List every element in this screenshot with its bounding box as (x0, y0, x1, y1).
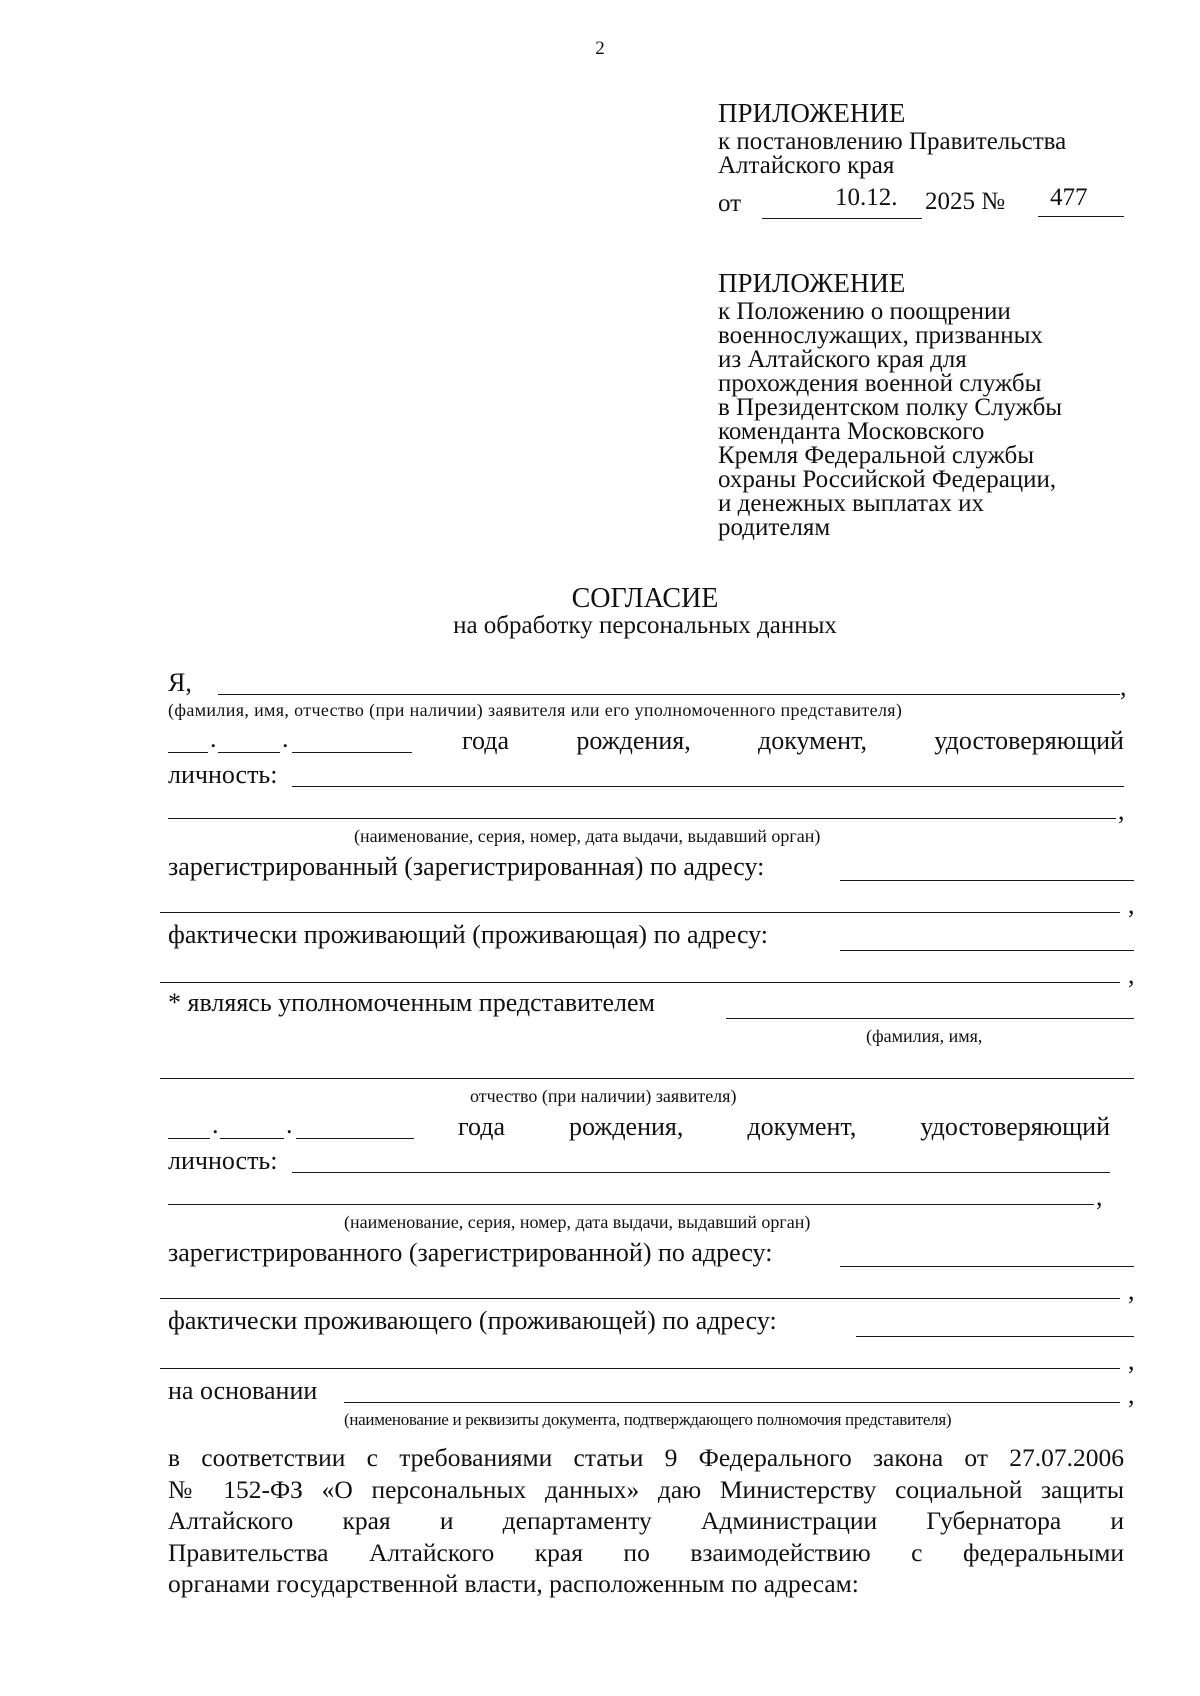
rep-birth-year-field[interactable] (296, 1138, 414, 1139)
paragraph-line: органами государственной власти, расположенным по адресам: (168, 1569, 859, 1598)
appendix-line: Алтайского края (718, 152, 895, 179)
birth-day-field[interactable] (168, 752, 208, 753)
document-subtitle: на обработку персональных данных (453, 612, 837, 639)
word: года (462, 726, 510, 755)
caption-doc: (наименование, серия, номер, дата выдачи, выдавший орган) (344, 1212, 811, 1232)
comma: , (1118, 796, 1125, 825)
word: документ, (747, 1112, 857, 1141)
paragraph-line: № 152-ФЗ «О персональных данных» даю Министерству социальной защиты (168, 1474, 1124, 1504)
registered-address-field[interactable] (840, 880, 1134, 881)
lichnost-label: личность: (168, 1146, 278, 1175)
word: рождения, (569, 1112, 684, 1141)
word: удостоверяющий (934, 726, 1124, 755)
paragraph-line: в соответствии с требованиями статьи 9 Федерального закона от 27.07.2006 (168, 1443, 1124, 1472)
fio-field[interactable] (218, 694, 1120, 695)
appendix-line: прохождения военной службы (718, 370, 1042, 397)
comma: , (1128, 960, 1135, 989)
actual-address-field-2[interactable] (160, 982, 1120, 983)
basis-document-field[interactable] (344, 1402, 1120, 1403)
rep-registered-address-field[interactable] (840, 1266, 1134, 1267)
comma: , (1096, 1182, 1103, 1211)
dot: . (212, 1110, 219, 1139)
date-underline (762, 218, 922, 219)
rep-registered-address-field-2[interactable] (160, 1298, 1120, 1299)
representative-label: * являясь уполномоченным представителем (168, 988, 655, 1017)
decree-number: 477 (1050, 184, 1088, 211)
comma: , (1128, 890, 1135, 919)
appendix-line: коменданта Московского (718, 418, 985, 445)
caption-fi: (фамилия, имя, (866, 1026, 983, 1046)
actual2-label: фактически проживающего (проживающей) по адресу: (168, 1306, 777, 1335)
appendix-title: ПРИЛОЖЕНИЕ (718, 268, 906, 298)
comma: , (1128, 1380, 1135, 1409)
decree-date: 10.12. (835, 184, 898, 211)
date-prefix: от (718, 190, 742, 217)
registered2-label: зарегистрированного (зарегистрированной) по адресу: (168, 1238, 773, 1267)
representative-fio-field[interactable] (726, 1018, 1134, 1019)
actual-label: фактически проживающий (проживающая) по адресу: (168, 920, 769, 949)
word: удостоверяющий (920, 1112, 1110, 1141)
representative-fio-field-2[interactable] (160, 1078, 1134, 1079)
caption-basis: (наименование и реквизиты документа, подтверждающего полномочия представителя) (344, 1410, 952, 1429)
appendix-line: военнослужащих, призванных (718, 322, 1043, 349)
appendix-line: охраны Российской Федерации, (718, 466, 1057, 493)
number-underline (1038, 216, 1124, 217)
appendix-line: из Алтайского края для (718, 346, 967, 373)
appendix-line: к постановлению Правительства (718, 128, 1067, 155)
rep-actual-address-field-2[interactable] (160, 1368, 1120, 1369)
word: рождения, (576, 726, 691, 755)
registered-label: зарегистрированный (зарегистрированная) по адресу: (168, 852, 765, 881)
paragraph-line: Правительства Алтайского края по взаимодействию с федеральными (168, 1537, 1124, 1567)
rep-identity-doc-field[interactable] (292, 1172, 1110, 1173)
comma: , (1128, 1276, 1135, 1305)
ya-label: Я, (168, 668, 192, 697)
appendix-line: родителям (718, 514, 831, 541)
appendix-line: и денежных выплатах их (718, 490, 984, 517)
rep-birth-month-field[interactable] (220, 1138, 284, 1139)
appendix-header-2 (718, 268, 1062, 540)
year-number-label: 2025 № (925, 188, 1006, 215)
comma: , (1128, 1346, 1135, 1375)
identity-doc-field[interactable] (292, 786, 1124, 787)
registered-address-field-2[interactable] (160, 912, 1120, 913)
word: документ, (758, 726, 867, 755)
birth-year-field[interactable] (292, 752, 412, 753)
comma: , (1120, 672, 1127, 701)
dot: . (286, 1110, 293, 1139)
rep-identity-doc-field-2[interactable] (168, 1204, 1094, 1205)
rep-actual-address-field[interactable] (856, 1336, 1134, 1337)
rep-birth-doc-text (458, 1112, 1110, 1142)
caption-otch: отчество (при наличии) заявителя) (470, 1086, 737, 1106)
caption-doc: (наименование, серия, номер, дата выдачи, выдавший орган) (354, 826, 821, 846)
document-title: СОГЛАСИЕ (571, 583, 719, 614)
birth-month-field[interactable] (218, 752, 280, 753)
identity-doc-field-2[interactable] (168, 818, 1116, 819)
lichnost-label: личность: (168, 760, 278, 789)
dot: . (210, 724, 217, 753)
actual-address-field[interactable] (840, 950, 1134, 951)
birth-doc-text (462, 726, 1124, 756)
appendix-line: в Президентском полку Службы (718, 394, 1063, 421)
word: года (458, 1112, 506, 1141)
caption-fio: (фамилия, имя, отчество (при наличии) заявителя или его уполномоченного представителя) (168, 700, 903, 720)
appendix-title: ПРИЛОЖЕНИЕ (718, 98, 906, 128)
rep-birth-day-field[interactable] (168, 1138, 210, 1139)
appendix-header (718, 98, 1066, 178)
appendix-line: Кремля Федеральной службы (718, 442, 1035, 469)
basis-label: на основании (168, 1376, 318, 1405)
page-number: 2 (595, 38, 605, 59)
consent-paragraph (168, 1442, 1124, 1600)
appendix-line: к Положению о поощрении (718, 298, 1011, 325)
paragraph-line: Алтайского края и департаменту Администрации Губернатора и (168, 1506, 1124, 1535)
dot: . (282, 724, 289, 753)
